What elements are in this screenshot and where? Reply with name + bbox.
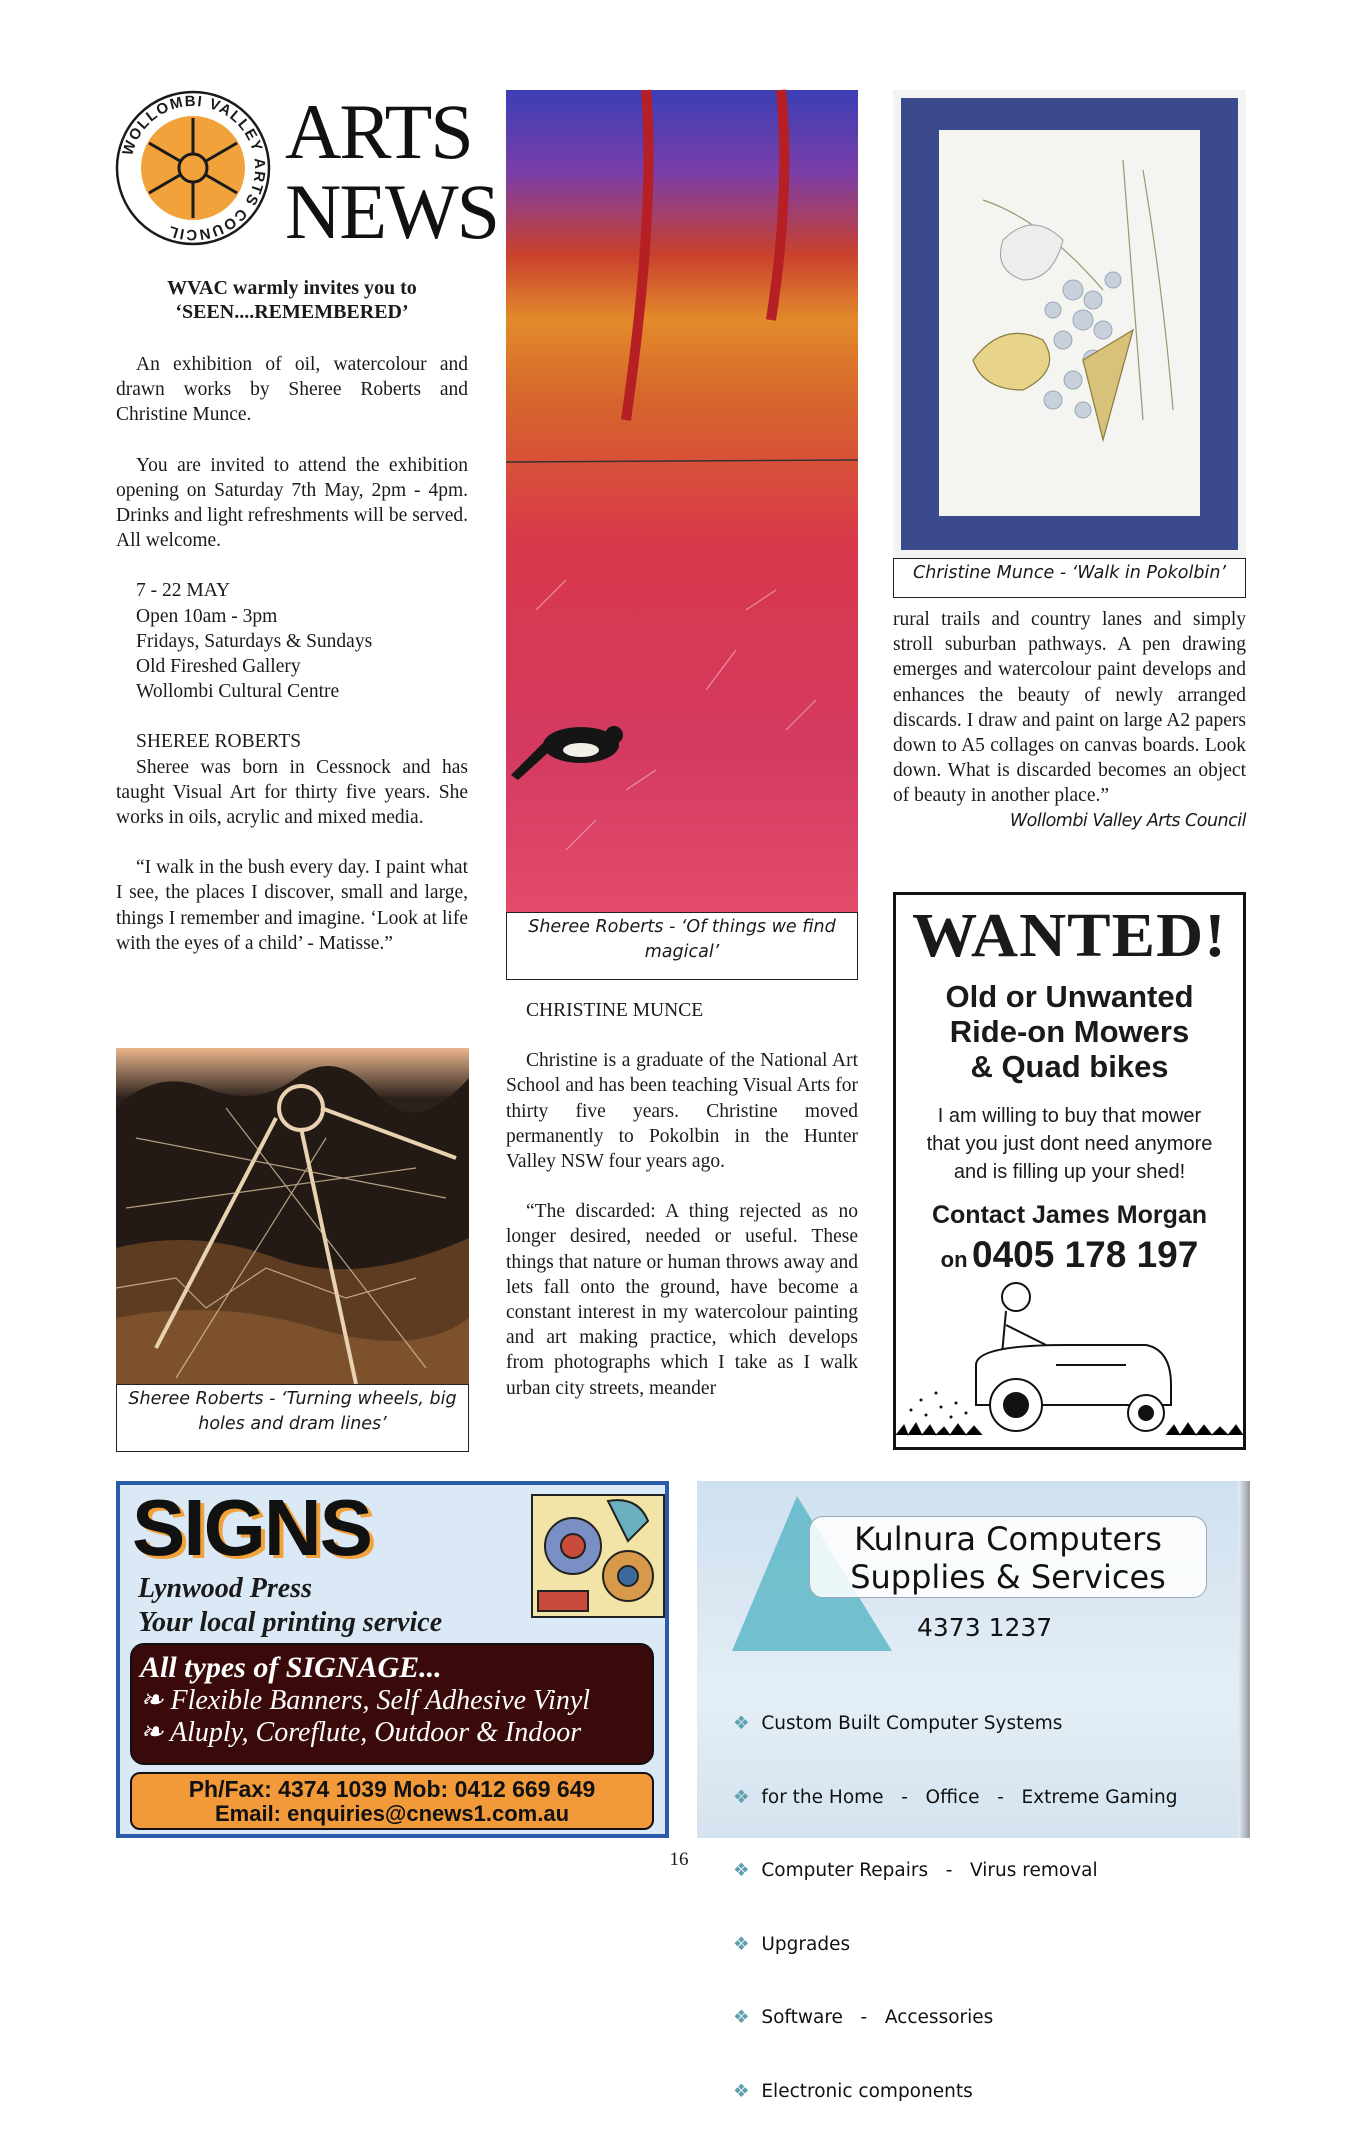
page-number: 16: [669, 1849, 689, 1870]
headline: [116, 276, 468, 324]
diamond-bullet-icon: ❖: [733, 2007, 750, 2028]
christine-quote-start: “The discarded: A thing rejected as no longer desired, needed or useful. These things that nature or human throws away and lets fall onto the ground, have become a constant interest in my watercolour painting and art making practice, which develops from photographs which I take as I walk urban city streets, meander: [506, 1201, 858, 1399]
intro-paragraph: An exhibition of oil, watercolour and drawn works by Sheree Roberts and Christine Munce.: [116, 354, 468, 426]
service-item: [733, 1786, 1178, 1811]
signs-dark-line2: Aluply, Coreflute, Outdoor & Indoor: [169, 1717, 582, 1748]
sheree-bio: Sheree was born in Cessnock and has taught Visual Art for thirty five years. She works in oils, acrylic and mixed media.: [116, 756, 468, 829]
diamond-bullet-icon: ❖: [733, 1713, 750, 1734]
details-item: Open 10am - 3pm: [136, 605, 278, 627]
sheree-quote: “I walk in the bush every day. I paint what I see, the places I discover, small and large, things I remember and imagine. ‘Look at life with the eyes of a child’ - Matisse.”: [116, 857, 468, 954]
headline-line2: ‘SEEN....REMEMBERED’: [175, 301, 409, 323]
painting-walk-pokolbin: [893, 90, 1246, 558]
christine-quote-end: rural trails and country lanes and simply stroll suburban pathways. A pen drawing emerges and watercolour paint develops and enhances the beauty of newly arranged discards. I draw and paint on large A2 papers down to A5 collages on canvas boards. Look down. What is discarded becomes an object of beauty in another place.”: [893, 609, 1246, 807]
signs-line2: Your local printing service: [138, 1607, 443, 1638]
service-item: [733, 2080, 1178, 2105]
kulnura-name2: Supplies & Services: [850, 1558, 1166, 1596]
wanted-on: on: [940, 1247, 968, 1272]
service-text: Software - Accessories: [761, 2007, 994, 2028]
service-item: [733, 1933, 1178, 1958]
caption-things-magical-text: Sheree Roberts - ‘Of things we find magical’: [528, 917, 836, 962]
painting-things-magical-image: [506, 90, 858, 912]
details-list: [116, 578, 468, 704]
kulnura-phone: 4373 1237: [917, 1613, 1053, 1642]
painting-turning-wheels: [116, 1048, 469, 1384]
service-text: Electronic components: [761, 2080, 973, 2102]
kulnura-name-box: [809, 1516, 1207, 1598]
bullet-icon: ❧: [140, 1685, 171, 1716]
bullet-icon: ❧: [140, 1717, 170, 1748]
wanted-contact: Contact James Morgan: [931, 1201, 1208, 1229]
logo-ring-text: WOLLOMBI VALLEY ARTS COUNCIL: [119, 92, 269, 244]
details-item: Old Fireshed Gallery: [136, 656, 301, 678]
caption-walk-pokolbin: [893, 558, 1246, 598]
wanted-sub1: Old or Unwanted: [945, 979, 1194, 1014]
signs-ad: [116, 1481, 669, 1838]
column3-text: [893, 607, 1246, 834]
christine-heading: CHRISTINE MUNCE: [526, 1000, 704, 1021]
caption-turning-wheels: [116, 1384, 469, 1452]
kulnura-name1: Kulnura Computers: [854, 1520, 1162, 1558]
painting-things-magical: [506, 90, 858, 912]
signs-contact-panel: [130, 1772, 654, 1830]
caption-walk-pokolbin-text: Christine Munce - ‘Walk in Pokolbin’: [912, 563, 1227, 583]
sheree-heading: SHEREE ROBERTS: [136, 731, 302, 753]
caption-turning-wheels-text: Sheree Roberts - ‘Turning wheels, big holes and dram lines’: [128, 1389, 457, 1434]
details-item: 7 - 22 MAY: [136, 580, 231, 602]
signs-phone-line: Ph/Fax: 4374 1039 Mob: 0412 669 649: [188, 1776, 596, 1802]
kulnura-right-strip: [1238, 1481, 1250, 1838]
wanted-sub3: & Quad bikes: [970, 1049, 1169, 1084]
caption-things-magical: [506, 912, 858, 980]
headline-line1: WVAC warmly invites you to: [167, 277, 417, 299]
printing-press-icon: [528, 1491, 668, 1621]
column2-text: [506, 998, 858, 1401]
column1-text: [116, 352, 468, 981]
wanted-sub2: Ride-on Mowers: [949, 1014, 1190, 1049]
details-item: Wollombi Cultural Centre: [136, 681, 340, 703]
service-text: Upgrades: [761, 1933, 851, 1955]
wvac-logo-graphic: [113, 88, 273, 248]
christine-bio: Christine is a graduate of the National Art School and has been teaching Visual Arts for thirty five years. Christine moved permanently to Pokolbin in the Hunter Valley NSW four years ago.: [506, 1050, 858, 1173]
signs-line1: Lynwood Press: [138, 1573, 312, 1604]
wanted-ad: [893, 892, 1246, 1450]
service-text: Custom Built Computer Systems: [761, 1713, 1063, 1734]
signs-dark-line1: Flexible Banners, Self Adhesive Vinyl: [170, 1685, 591, 1716]
service-text: for the Home - Office - Extreme Gaming: [761, 1786, 1178, 1808]
painting-walk-pokolbin-image: [893, 90, 1246, 558]
signs-dark-line1-row: [132, 1685, 652, 1717]
service-item: [733, 1712, 1178, 1737]
signs-dark-panel: [130, 1643, 654, 1765]
mower-illustration: [896, 1275, 1243, 1445]
invite-paragraph: You are invited to attend the exhibition opening on Saturday 7th May, 2pm - 4pm. Drinks and light refreshments will be served. All welcome.: [116, 454, 468, 552]
diamond-bullet-icon: ❖: [733, 2080, 750, 2102]
diamond-bullet-icon: ❖: [733, 1786, 750, 1808]
wanted-body1: I am willing to buy that mower: [937, 1105, 1202, 1127]
signs-title: SIGNS: [132, 1483, 371, 1572]
kulnura-ad: [697, 1481, 1250, 2102]
service-item: [733, 2006, 1178, 2031]
signoff: Wollombi Valley Arts Council: [1009, 810, 1246, 831]
wanted-body2: that you just dont need anymore: [926, 1133, 1213, 1155]
painting-turning-wheels-image: [116, 1048, 469, 1384]
wvac-logo: [113, 88, 273, 248]
signs-dark-line2-row: [132, 1717, 652, 1749]
kulnura-services: [733, 1663, 1178, 2153]
masthead: [285, 88, 498, 255]
diamond-bullet-icon: ❖: [733, 1860, 750, 1881]
signs-email-line: Email: enquiries@cnews1.com.au: [214, 1801, 570, 1826]
service-item: [733, 1859, 1178, 1884]
diamond-bullet-icon: ❖: [733, 1933, 750, 1955]
wanted-body: [896, 1102, 1243, 1186]
details-item: Fridays, Saturdays & Sundays: [136, 630, 373, 652]
wanted-title: WANTED!: [912, 902, 1227, 970]
wanted-body3: and is filling up your shed!: [953, 1161, 1186, 1183]
masthead-line1: ARTS: [285, 88, 472, 175]
signs-dark-title: All types of SIGNAGE...: [140, 1651, 442, 1684]
wanted-phone: 0405 178 197: [972, 1234, 1199, 1275]
masthead-line2: NEWS: [285, 168, 498, 255]
wanted-subtitle: [896, 979, 1243, 1084]
wanted-phone-line: [896, 1234, 1243, 1276]
service-text: Computer Repairs - Virus removal: [761, 1860, 1098, 1881]
